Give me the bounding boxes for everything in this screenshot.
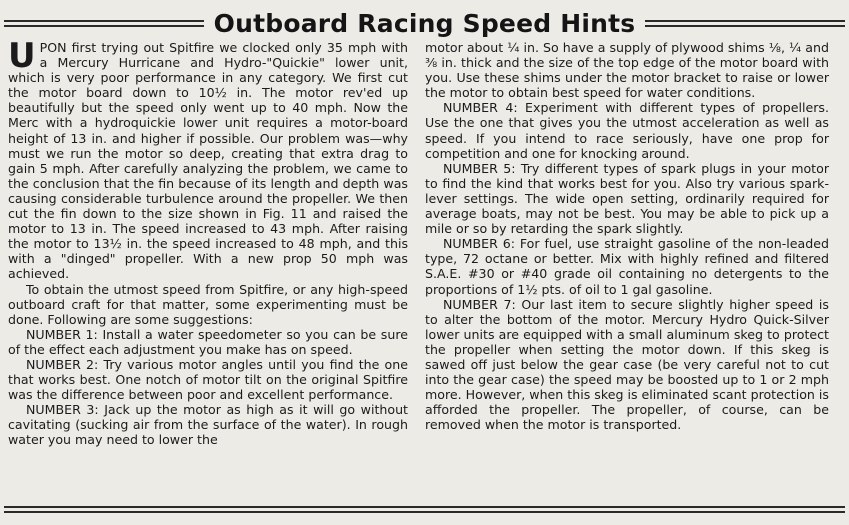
title-rule-right (645, 20, 845, 27)
paragraph-number-4: NUMBER 4: Experiment with different types of propellers. Use the one that gives you the utmost acceleration as well as speed. If you intend to race seriously, have one prop for competition and one for knocking around. (425, 100, 829, 161)
article-title: Outboard Racing Speed Hints (213, 8, 636, 38)
bottom-rule (4, 506, 845, 513)
paragraph-intro (8, 36, 408, 282)
paragraph-number-3: NUMBER 3: Jack up the motor as high as it will go without cavitating (sucking air from the surface of the water). In rough water you may need to lower the (8, 402, 408, 448)
paragraph-number-6: NUMBER 6: For fuel, use straight gasoline of the non-leaded type, 72 octane or better. Mix with highly refined and filtered S.A.E. #30 or #40 grade oil containing no detergents to the proportions of 1½ pts. of oil to 1 gal gasoline. (425, 236, 829, 297)
right-column (425, 40, 829, 432)
title-bar (4, 8, 845, 38)
left-column (8, 36, 408, 448)
paragraph-number-5: NUMBER 5: Try different types of spark plugs in your motor to find the kind that works best for you. Also try various spark-lever settings. The wide open setting, ordinarily required for average boats, may not be best. You may be able to pick up a mile or so by retarding the spark slightly. (425, 160, 829, 237)
paragraph-continued: motor about ¼ in. So have a supply of plywood shims ⅛, ¼ and ⅜ in. thick and the size of the top edge of the motor board with you. Use these shims under the motor bracket to raise or lower the motor to obtain best speed for water conditions. (425, 40, 829, 101)
paragraph-number-1: NUMBER 1: Install a water speedometer so you can be sure of the effect each adjustment you make has on speed. (8, 326, 408, 357)
drop-cap: U (8, 36, 36, 76)
title-rule-left (4, 20, 204, 27)
paragraph: To obtain the utmost speed from Spitfire, or any high-speed outboard craft for that matter, some experimenting must be done. Following are some suggestions: (8, 281, 408, 327)
paragraph-text: PON first trying out Spitfire we clocked only 35 mph with a Mercury Hurricane and Hydro-"Quickie" lower unit, which is very poor performance in any category. We first cut the motor board down to 10½ in. The motor rev'ed up beautifully but the speed only went up to 40 mph. Now the Merc with a hydroquickie lower unit requires a motor-board height of 13 in. and higher if possible. Our problem was—why must we run the motor so deep, creating that extra drag to gain 5 mph. After carefully analyzing the problem, we came to the conclusion that the fin because of its length and depth was causing considerable turbulence around the propeller. We then cut the fin down to the size shown in Fig. 11 and raised the motor to 13 in. The speed increased to 43 mph. After raising the motor to 13½ in. the speed increased to 48 mph, and this with a "dinged" propeller. With a new prop 50 mph was achieved. (8, 40, 408, 282)
paragraph-number-7: NUMBER 7: Our last item to secure slightly higher speed is to alter the bottom of the motor. Mercury Hydro Quick-Silver lower units are equipped with a small aluminum skeg to protect the propeller when setting the motor down. If this skeg is sawed off just below the gear case (be very careful not to cut into the gear case) the speed may be boosted up to 1 or 2 mph more. However, when this skeg is eliminated scant protection is afforded the propeller. The propeller, of course, can be removed when the motor is transported. (425, 296, 829, 433)
paragraph-number-2: NUMBER 2: Try various motor angles until you find the one that works best. One notch of motor tilt on the original Spitfire was the difference between poor and excellent performance. (8, 356, 408, 403)
